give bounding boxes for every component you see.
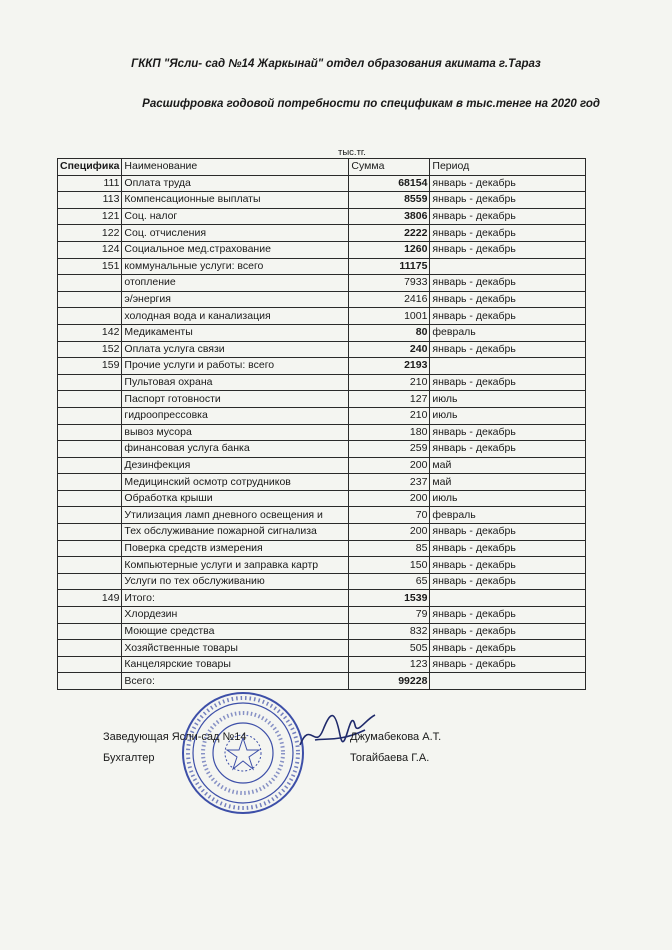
cell-code (58, 656, 122, 673)
cell-period: февраль (430, 507, 586, 524)
cell-code (58, 374, 122, 391)
cell-name: отопление (122, 275, 349, 292)
cell-name: Оплата услуга связи (122, 341, 349, 358)
cell-sum: 2193 (349, 358, 430, 375)
cell-code (58, 557, 122, 574)
cell-period: январь - декабрь (430, 607, 586, 624)
organization-header: ГККП "Ясли- сад №14 Жаркынай" отдел образования акимата г.Тараз (131, 58, 541, 70)
cell-code: 113 (58, 192, 122, 209)
cell-name: холодная вода и канализация (122, 308, 349, 325)
cell-name: Пультовая охрана (122, 374, 349, 391)
table-row (58, 524, 586, 541)
cell-period: январь - декабрь (430, 656, 586, 673)
cell-name: коммунальные услуги: всего (122, 258, 349, 275)
cell-name: Поверка средств измерения (122, 540, 349, 557)
cell-code (58, 507, 122, 524)
table-row (58, 424, 586, 441)
cell-name: Компьютерные услуги и заправка картр (122, 557, 349, 574)
cell-sum: 11175 (349, 258, 430, 275)
cell-code: 149 (58, 590, 122, 607)
cell-name: Услуги по тех обслуживанию (122, 573, 349, 590)
unit-note: тыс.тг. (338, 147, 366, 158)
cell-code (58, 640, 122, 657)
cell-period: январь - декабрь (430, 640, 586, 657)
cell-sum: 237 (349, 474, 430, 491)
cell-sum: 127 (349, 391, 430, 408)
cell-period: январь - декабрь (430, 208, 586, 225)
cell-code (58, 457, 122, 474)
cell-period: январь - декабрь (430, 275, 586, 292)
cell-name: Утилизация ламп дневного освещения и (122, 507, 349, 524)
cell-name: Моющие средства (122, 623, 349, 640)
cell-code (58, 673, 122, 690)
table-row (58, 607, 586, 624)
cell-name: Медикаменты (122, 324, 349, 341)
cell-period: январь - декабрь (430, 540, 586, 557)
table-row (58, 474, 586, 491)
cell-code: 159 (58, 358, 122, 375)
table-row (58, 291, 586, 308)
table-row (58, 341, 586, 358)
cell-period: январь - декабрь (430, 573, 586, 590)
cell-code (58, 275, 122, 292)
table-row (58, 407, 586, 424)
cell-name: Хозяйственные товары (122, 640, 349, 657)
document-title: Расшифровка годовой потребности по спецификам в тыс.тенге на 2020 год (142, 98, 600, 110)
accountant-name: Тогайбаева Г.А. (350, 752, 430, 764)
cell-period: январь - декабрь (430, 175, 586, 192)
cell-code (58, 407, 122, 424)
cell-code: 122 (58, 225, 122, 242)
cell-code (58, 441, 122, 458)
cell-code (58, 573, 122, 590)
cell-sum: 65 (349, 573, 430, 590)
table-row (58, 623, 586, 640)
col-header-sum: Сумма (349, 159, 430, 176)
table-row (58, 507, 586, 524)
cell-sum: 240 (349, 341, 430, 358)
cell-sum: 180 (349, 424, 430, 441)
cell-name: Обработка крыши (122, 490, 349, 507)
cell-code: 111 (58, 175, 122, 192)
cell-code: 151 (58, 258, 122, 275)
cell-name: Паспорт готовности (122, 391, 349, 408)
cell-code (58, 490, 122, 507)
cell-period: июль (430, 391, 586, 408)
cell-sum: 79 (349, 607, 430, 624)
cell-name: Социальное мед.страхование (122, 241, 349, 258)
table-row (58, 656, 586, 673)
cell-period: январь - декабрь (430, 291, 586, 308)
table-row (58, 208, 586, 225)
table-row (58, 457, 586, 474)
cell-sum: 3806 (349, 208, 430, 225)
cell-code (58, 291, 122, 308)
cell-code: 142 (58, 324, 122, 341)
cell-sum: 505 (349, 640, 430, 657)
cell-name: Соц. отчисления (122, 225, 349, 242)
cell-name: Дезинфекция (122, 457, 349, 474)
cell-code: 152 (58, 341, 122, 358)
cell-name: Канцелярские товары (122, 656, 349, 673)
cell-period: май (430, 474, 586, 491)
cell-code (58, 524, 122, 541)
accountant-label: Бухгалтер (103, 752, 155, 764)
cell-period: январь - декабрь (430, 341, 586, 358)
cell-period (430, 590, 586, 607)
table-row (58, 324, 586, 341)
cell-code (58, 308, 122, 325)
cell-sum: 68154 (349, 175, 430, 192)
cell-sum: 85 (349, 540, 430, 557)
head-label: Заведующая Ясли-сад №14 (103, 731, 247, 743)
cell-period: январь - декабрь (430, 308, 586, 325)
table-row (58, 590, 586, 607)
cell-name: э/энергия (122, 291, 349, 308)
cell-sum: 210 (349, 407, 430, 424)
cell-name: Соц. налог (122, 208, 349, 225)
cell-sum: 2222 (349, 225, 430, 242)
head-name: Джумабекова А.Т. (350, 731, 442, 743)
table-row (58, 374, 586, 391)
table-row (58, 258, 586, 275)
budget-table (57, 158, 586, 690)
cell-period: январь - декабрь (430, 424, 586, 441)
table-row (58, 275, 586, 292)
cell-code (58, 474, 122, 491)
cell-code (58, 391, 122, 408)
table-row (58, 175, 586, 192)
signatory-names (350, 727, 441, 769)
cell-name: Прочие услуги и работы: всего (122, 358, 349, 375)
col-header-name: Наименование (122, 159, 349, 176)
cell-sum: 70 (349, 507, 430, 524)
cell-period: январь - декабрь (430, 374, 586, 391)
cell-period: январь - декабрь (430, 557, 586, 574)
cell-period: февраль (430, 324, 586, 341)
cell-period (430, 358, 586, 375)
cell-sum: 200 (349, 490, 430, 507)
cell-sum: 200 (349, 457, 430, 474)
cell-code (58, 540, 122, 557)
cell-name: Компенсационные выплаты (122, 192, 349, 209)
cell-code (58, 607, 122, 624)
cell-sum: 259 (349, 441, 430, 458)
cell-sum: 1260 (349, 241, 430, 258)
cell-period: январь - декабрь (430, 623, 586, 640)
cell-period (430, 258, 586, 275)
table-row (58, 573, 586, 590)
cell-sum: 80 (349, 324, 430, 341)
signatory-labels (103, 727, 247, 769)
cell-sum: 832 (349, 623, 430, 640)
table-row (58, 540, 586, 557)
cell-period: май (430, 457, 586, 474)
cell-code: 121 (58, 208, 122, 225)
cell-name: вывоз мусора (122, 424, 349, 441)
cell-name: Тех обслуживание пожарной сигнализа (122, 524, 349, 541)
table-row (58, 391, 586, 408)
cell-name: Хлордезин (122, 607, 349, 624)
table-row (58, 241, 586, 258)
table-row (58, 673, 586, 690)
cell-sum: 8559 (349, 192, 430, 209)
table-row (58, 192, 586, 209)
cell-period: январь - декабрь (430, 241, 586, 258)
cell-sum: 123 (349, 656, 430, 673)
cell-period: январь - декабрь (430, 225, 586, 242)
table-row (58, 640, 586, 657)
cell-period: январь - декабрь (430, 441, 586, 458)
cell-name: финансовая услуга банка (122, 441, 349, 458)
cell-sum: 200 (349, 524, 430, 541)
cell-sum: 1001 (349, 308, 430, 325)
cell-period: январь - декабрь (430, 192, 586, 209)
table-row (58, 308, 586, 325)
table-row (58, 441, 586, 458)
table-header-row (58, 159, 586, 176)
col-header-period: Период (430, 159, 586, 176)
cell-name: Итого: (122, 590, 349, 607)
cell-sum: 150 (349, 557, 430, 574)
cell-code (58, 623, 122, 640)
cell-period: январь - декабрь (430, 524, 586, 541)
cell-sum: 99228 (349, 673, 430, 690)
cell-name: Оплата труда (122, 175, 349, 192)
cell-period: июль (430, 407, 586, 424)
cell-sum: 7933 (349, 275, 430, 292)
cell-period: июль (430, 490, 586, 507)
col-header-code: Специфика (58, 159, 122, 176)
cell-code: 124 (58, 241, 122, 258)
table-row (58, 358, 586, 375)
table-row (58, 225, 586, 242)
table-row (58, 490, 586, 507)
cell-code (58, 424, 122, 441)
cell-name: Всего: (122, 673, 349, 690)
cell-name: гидроопрессовка (122, 407, 349, 424)
cell-sum: 1539 (349, 590, 430, 607)
table-row (58, 557, 586, 574)
cell-name: Медицинский осмотр сотрудников (122, 474, 349, 491)
cell-sum: 2416 (349, 291, 430, 308)
cell-period (430, 673, 586, 690)
cell-sum: 210 (349, 374, 430, 391)
